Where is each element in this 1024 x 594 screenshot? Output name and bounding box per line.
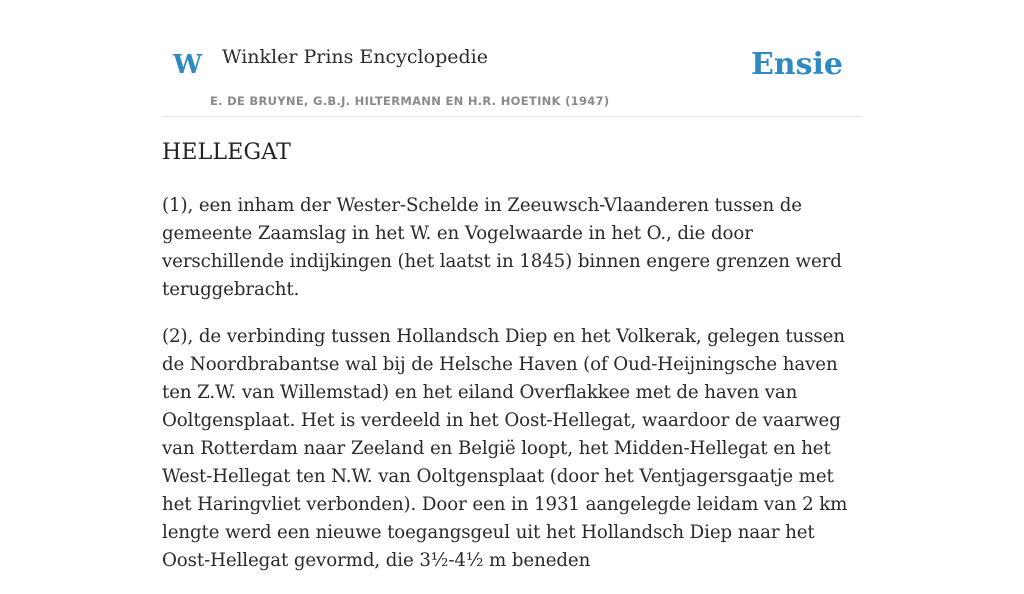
entry-paragraph-1: (1), een inham der Wester-Schelde in Zeeuwsch-Vlaanderen tussen de gemeente Zaamslag in het W. en Vogelwaarde in het O., die door verschillende indijkingen (het laatst in 1845) binnen engere grenzen werd teruggebracht.: [162, 195, 842, 300]
encyclopedia-authors: E. DE BRUYNE, G.B.J. HILTERMANN EN H.R. HOETINK (1947): [210, 94, 610, 108]
entry-title: HELLEGAT: [162, 140, 292, 165]
entry-paragraph-2: (2), de verbinding tussen Hollandsch Diep en het Volkerak, gelegen tussen de Noordbrabantse wal bij de Helsche Haven (of Oud-Heijningsche haven ten Z.W. van Willemstad) en het eiland Overflakkee met de haven van Ooltgensplaat. Het is verdeeld in het Oost-Hellegat, waardoor de vaarweg van Rotterdam naar Zeeland en België loopt, het Midden-Hellegat en het West-Hellegat ten N.W. van Ooltgensplaat (door het Ventjagersgaatje met het Haringvliet verbonden). Door een in 1931 aangelegde leidam van 2 km lengte werd een nieuwe toegangsgeul uit het Hollandsch Diep naar het Oost-Hellegat gevormd, die 3½-4½ m beneden: [162, 326, 848, 571]
encyclopedia-header: [162, 0, 862, 117]
encyclopedia-title[interactable]: Winkler Prins Encyclopedie: [222, 46, 488, 68]
winkler-prins-logo[interactable]: W: [173, 50, 203, 80]
entry-content: [162, 192, 862, 594]
ensie-brand-logo[interactable]: Ensie: [750, 47, 843, 82]
